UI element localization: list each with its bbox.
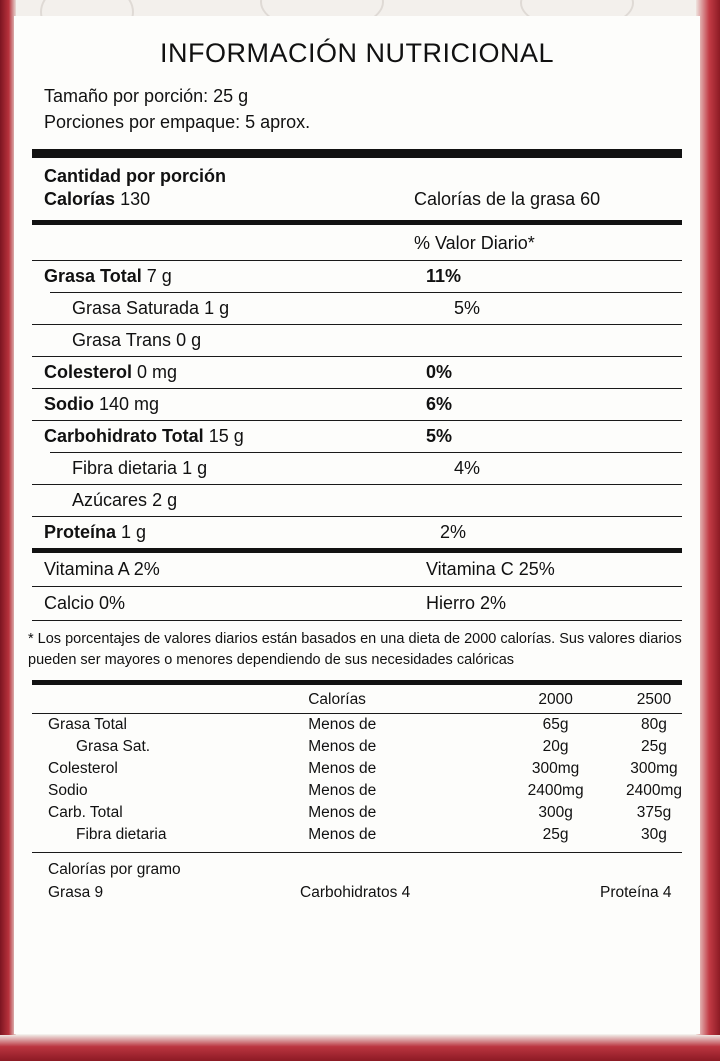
nutrient-amount: 1 g — [121, 522, 147, 543]
nutrient-pct — [454, 490, 604, 511]
nutrient-name — [32, 458, 454, 479]
table-row — [32, 736, 682, 758]
table-row — [32, 780, 682, 802]
header-2000: 2000 — [485, 689, 626, 714]
row-menos-de: Menos de — [308, 738, 377, 756]
serving-info — [14, 83, 700, 145]
divider-thick-top — [32, 149, 682, 158]
nutrient-row-fibra-dietaria — [32, 453, 682, 484]
nutrient-pct: 6% — [426, 394, 453, 415]
nutrient-amount: 140 mg — [99, 394, 160, 415]
daily-value-footnote: * Los porcentajes de valores diarios están basados en una dieta de 2000 calorías. Sus valores diarios pueden ser mayores o menores dependiendo de sus necesidades calóricas — [28, 631, 682, 668]
nutrient-pct: 2% — [440, 522, 467, 543]
nutrient-label: Fibra dietaria — [72, 458, 178, 479]
nutrient-label: Grasa Saturada — [72, 298, 200, 319]
row-value-2500: 375g — [636, 804, 672, 822]
daily-value-header-row — [32, 225, 682, 260]
servings-per-container: Porciones por empaque: 5 aprox. — [44, 112, 311, 133]
nutrient-label: Grasa Total — [44, 266, 142, 287]
row-name: Fibra dietaria — [76, 826, 167, 844]
table-row — [32, 802, 682, 824]
nutrient-pct — [454, 330, 604, 351]
row-menos-de: Menos de — [308, 782, 377, 800]
nutrient-amount: 2 g — [152, 490, 178, 511]
daily-value-header: % Valor Diario* — [414, 233, 535, 254]
table-row — [32, 824, 682, 846]
amount-per-serving-heading: Cantidad por porción — [44, 166, 226, 187]
amount-per-serving-block — [14, 158, 700, 220]
row-name: Colesterol — [48, 760, 118, 778]
nutrient-row-azucares — [32, 485, 682, 516]
nutrient-pct: 4% — [454, 458, 481, 479]
nutrient-amount: 1 g — [204, 298, 230, 319]
nutrient-row-proteina — [32, 517, 682, 548]
nutrient-amount: 7 g — [146, 266, 172, 287]
row-value-2500: 300mg — [630, 760, 678, 778]
reference-values-block — [14, 689, 700, 901]
nutrient-name — [32, 490, 454, 511]
row-value-2000: 300g — [538, 804, 573, 822]
nutrient-name — [32, 330, 454, 351]
nutrient-label: Colesterol — [44, 362, 133, 383]
table-row — [32, 758, 682, 780]
nutrient-amount: 15 g — [208, 426, 244, 447]
calories-per-gram-carbs: Carbohidratos 4 — [300, 883, 411, 901]
nutrient-pct: 0% — [426, 362, 453, 383]
nutrient-label: Carbohidrato Total — [44, 426, 204, 447]
dv-header-spacer — [32, 233, 414, 254]
row-value-2500: 30g — [641, 826, 667, 844]
row-name: Grasa Sat. — [76, 738, 151, 756]
vitamin-c: Vitamina C 25% — [426, 559, 555, 580]
vitamin-a: Vitamina A 2% — [44, 559, 160, 580]
calories-per-gram-heading: Calorías por gramo — [48, 861, 181, 879]
row-name: Carb. Total — [48, 804, 123, 822]
row-value-2000: 20g — [542, 738, 569, 756]
vitamin-row-1 — [32, 553, 682, 586]
row-value-2000: 2400mg — [527, 782, 584, 800]
nutrition-facts-label — [14, 16, 700, 1034]
page-title: INFORMACIÓN NUTRICIONAL — [159, 38, 554, 68]
nutrient-label: Grasa Trans — [72, 330, 172, 351]
header-calories: Calorías — [308, 689, 485, 714]
nutrient-label: Azúcares — [72, 490, 148, 511]
calories-label-group — [44, 189, 414, 210]
header-2500: 2500 — [626, 689, 682, 714]
nutrient-row-sodio — [32, 389, 682, 420]
nutrient-name — [32, 362, 426, 383]
daily-value-block — [14, 225, 700, 548]
calories-row — [32, 187, 682, 220]
row-value-2000: 300mg — [531, 760, 580, 778]
nutrient-row-grasa-trans — [32, 325, 682, 356]
calories-label: Calorías — [44, 189, 116, 210]
calories-per-gram-row — [32, 882, 682, 902]
row-menos-de: Menos de — [308, 716, 377, 734]
nutrient-label: Proteína — [44, 522, 117, 543]
nutrient-name — [32, 522, 426, 543]
nutrient-pct: 5% — [454, 298, 481, 319]
table-header-row — [32, 689, 682, 714]
nutrient-name — [32, 266, 426, 287]
vitamin-row-2 — [32, 587, 682, 620]
hierro: Hierro 2% — [426, 593, 507, 614]
nutrient-pct: 5% — [426, 426, 453, 447]
serving-size: Tamaño por porción: 25 g — [44, 86, 249, 106]
row-menos-de: Menos de — [308, 804, 377, 822]
header-blank — [32, 689, 308, 714]
nutrient-row-carbohidrato-total — [32, 421, 682, 452]
vitamins-block — [14, 553, 700, 620]
row-name: Grasa Total — [48, 716, 127, 734]
row-value-2000: 65g — [542, 716, 569, 734]
nutrient-label: Sodio — [44, 394, 94, 415]
nutrient-pct: 11% — [426, 266, 462, 287]
nutrient-name — [32, 298, 454, 319]
row-menos-de: Menos de — [308, 760, 377, 778]
nutrient-name — [32, 394, 426, 415]
nutrient-row-grasa-total — [32, 261, 682, 292]
nutrient-row-colesterol — [32, 357, 682, 388]
table-row — [32, 714, 682, 737]
calories-from-fat: Calorías de la grasa 60 — [414, 189, 601, 210]
package-edge-bottom — [0, 1035, 720, 1061]
row-value-2500: 2400mg — [625, 782, 682, 800]
nutrient-name — [32, 426, 426, 447]
row-value-2500: 25g — [641, 738, 667, 756]
calories-per-gram-fat: Grasa 9 — [48, 883, 104, 901]
nutrient-amount: 1 g — [182, 458, 208, 479]
calories-value: 130 — [120, 189, 151, 210]
row-name: Sodio — [48, 782, 88, 800]
row-value-2500: 80g — [641, 716, 667, 734]
nutrient-amount: 0 mg — [137, 362, 178, 383]
nutrient-row-grasa-saturada — [32, 293, 682, 324]
calories-per-gram-protein: Proteína 4 — [600, 883, 672, 901]
row-menos-de: Menos de — [308, 826, 377, 844]
divider-medium-3 — [32, 680, 682, 685]
calcio: Calcio 0% — [44, 593, 126, 614]
reference-values-table — [32, 689, 682, 846]
row-value-2000: 25g — [542, 826, 569, 844]
nutrient-amount: 0 g — [176, 330, 202, 351]
